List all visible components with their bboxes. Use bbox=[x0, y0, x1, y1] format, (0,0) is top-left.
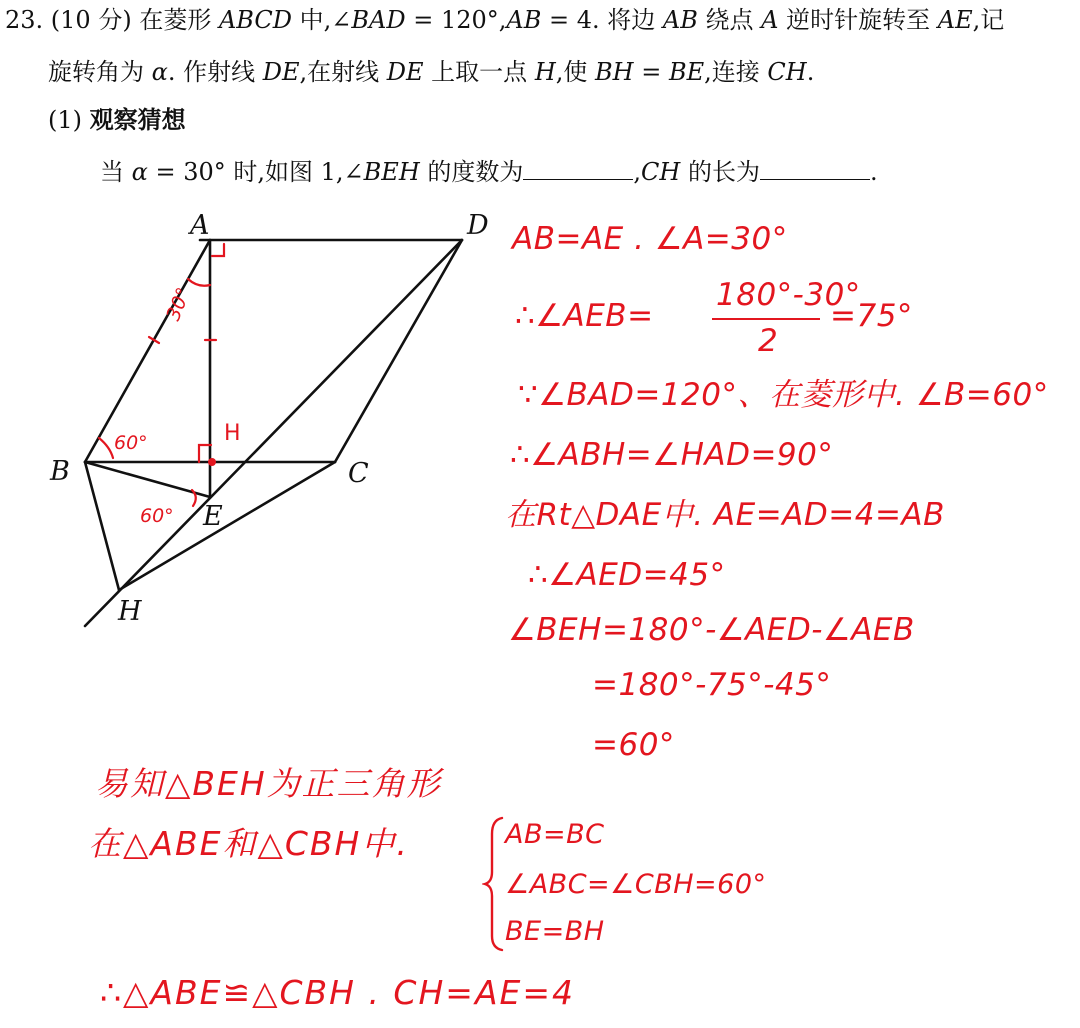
condition-3: BE=BH bbox=[505, 916, 605, 947]
point-label-C: C bbox=[348, 458, 369, 489]
fraction-bar bbox=[712, 318, 820, 320]
solution-line-11: 在△ABE和△CBH中. bbox=[88, 824, 409, 863]
solution-line-2-prefix: ∴∠AEB= bbox=[515, 298, 654, 334]
math-variable: CH bbox=[641, 158, 681, 186]
problem-text: 23. bbox=[5, 6, 51, 34]
answer-blank bbox=[523, 157, 633, 180]
problem-text: . bbox=[869, 158, 878, 186]
math-variable: α bbox=[151, 58, 168, 86]
angle-label-E: 60° bbox=[140, 505, 174, 527]
math-variable: DE bbox=[386, 58, 424, 86]
math-variable: CH bbox=[767, 58, 807, 86]
problem-text: ,记 bbox=[972, 6, 1005, 34]
point-label-E: E bbox=[203, 501, 223, 532]
math-variable: ABCD bbox=[218, 6, 292, 34]
section-title: 观察猜想 bbox=[89, 106, 186, 134]
problem-text: , bbox=[633, 158, 642, 186]
math-variable: BE bbox=[668, 58, 705, 86]
problem-text: 旋转角为 bbox=[48, 58, 152, 86]
math-variable: α bbox=[131, 158, 148, 186]
fraction-denominator: 2 bbox=[758, 323, 779, 359]
point-label-B: B bbox=[50, 456, 70, 487]
math-variable: A bbox=[761, 6, 779, 34]
math-variable: AB bbox=[506, 6, 542, 34]
solution-line-2-result: =75° bbox=[830, 298, 913, 334]
foot-point-label: H bbox=[224, 421, 241, 446]
problem-text: (10 分) 在菱形 bbox=[50, 6, 219, 34]
solution-line-4: ∴∠ABH=∠HAD=90° bbox=[510, 437, 834, 473]
solution-line-7: ∠BEH=180°-∠AED-∠AEB bbox=[508, 612, 915, 648]
rhombus-figure bbox=[0, 0, 520, 650]
solution-line-8: =180°-75°-45° bbox=[592, 667, 832, 703]
math-variable: BAD bbox=[351, 6, 406, 34]
problem-text: 逆时针旋转至 bbox=[778, 6, 938, 34]
foot-point-dot bbox=[208, 458, 216, 466]
condition-2: ∠ABC=∠CBH=60° bbox=[505, 869, 767, 900]
problem-text: 的长为 bbox=[680, 158, 760, 186]
problem-text: (1) bbox=[48, 106, 90, 134]
solution-line-5: 在Rt△DAE中. AE=AD=4=AB bbox=[505, 497, 945, 533]
solution-line-1: AB=AE . ∠A=30° bbox=[512, 221, 788, 257]
problem-text: ,连接 bbox=[704, 58, 768, 86]
problem-text: 中,∠ bbox=[291, 6, 352, 34]
problem-text: = 30° 时,如图 1,∠ bbox=[147, 158, 364, 186]
segment-AB bbox=[85, 240, 210, 462]
angle-arc-A bbox=[188, 279, 210, 286]
math-variable: BH bbox=[595, 58, 634, 86]
solution-line-6: ∴∠AED=45° bbox=[528, 557, 726, 593]
point-label-A: A bbox=[190, 210, 210, 241]
solution-line-9: =60° bbox=[592, 727, 675, 763]
point-label-H: H bbox=[118, 596, 142, 627]
angle-arc-B bbox=[99, 438, 113, 458]
segment-BE bbox=[85, 462, 210, 497]
segment-BH bbox=[85, 462, 119, 590]
problem-text: 的度数为 bbox=[419, 158, 524, 186]
problem-text: 绕点 bbox=[697, 6, 762, 34]
problem-text: ,在射线 bbox=[299, 58, 387, 86]
answer-blank bbox=[760, 157, 870, 180]
right-angle-mark-A bbox=[212, 244, 224, 256]
problem-text: = bbox=[633, 58, 669, 86]
problem-text: = 120°, bbox=[405, 6, 507, 34]
problem-text: 当 bbox=[100, 158, 132, 186]
problem-text: ,使 bbox=[555, 58, 596, 86]
angle-label-B: 60° bbox=[114, 432, 148, 454]
math-variable: AB bbox=[662, 6, 698, 34]
angle-label-A: 30° bbox=[162, 284, 196, 324]
problem-text: = 4. 将边 bbox=[541, 6, 663, 34]
problem-text: 上取一点 bbox=[423, 58, 535, 86]
solution-conclusion: ∴△ABE≌△CBH . CH=AE=4 bbox=[100, 973, 576, 1012]
condition-1: AB=BC bbox=[505, 819, 605, 850]
math-variable: AE bbox=[937, 6, 973, 34]
math-variable: H bbox=[534, 58, 556, 86]
solution-line-10: 易知△BEH为正三角形 bbox=[95, 764, 442, 803]
problem-text: . bbox=[806, 58, 815, 86]
problem-text: . 作射线 bbox=[167, 58, 263, 86]
fraction-numerator: 180°-30° bbox=[716, 277, 861, 313]
solution-line-3: ∵∠BAD=120°、在菱形中. ∠B=60° bbox=[518, 377, 1049, 413]
point-label-D: D bbox=[467, 210, 489, 241]
math-variable: BEH bbox=[363, 158, 420, 186]
math-variable: DE bbox=[262, 58, 300, 86]
